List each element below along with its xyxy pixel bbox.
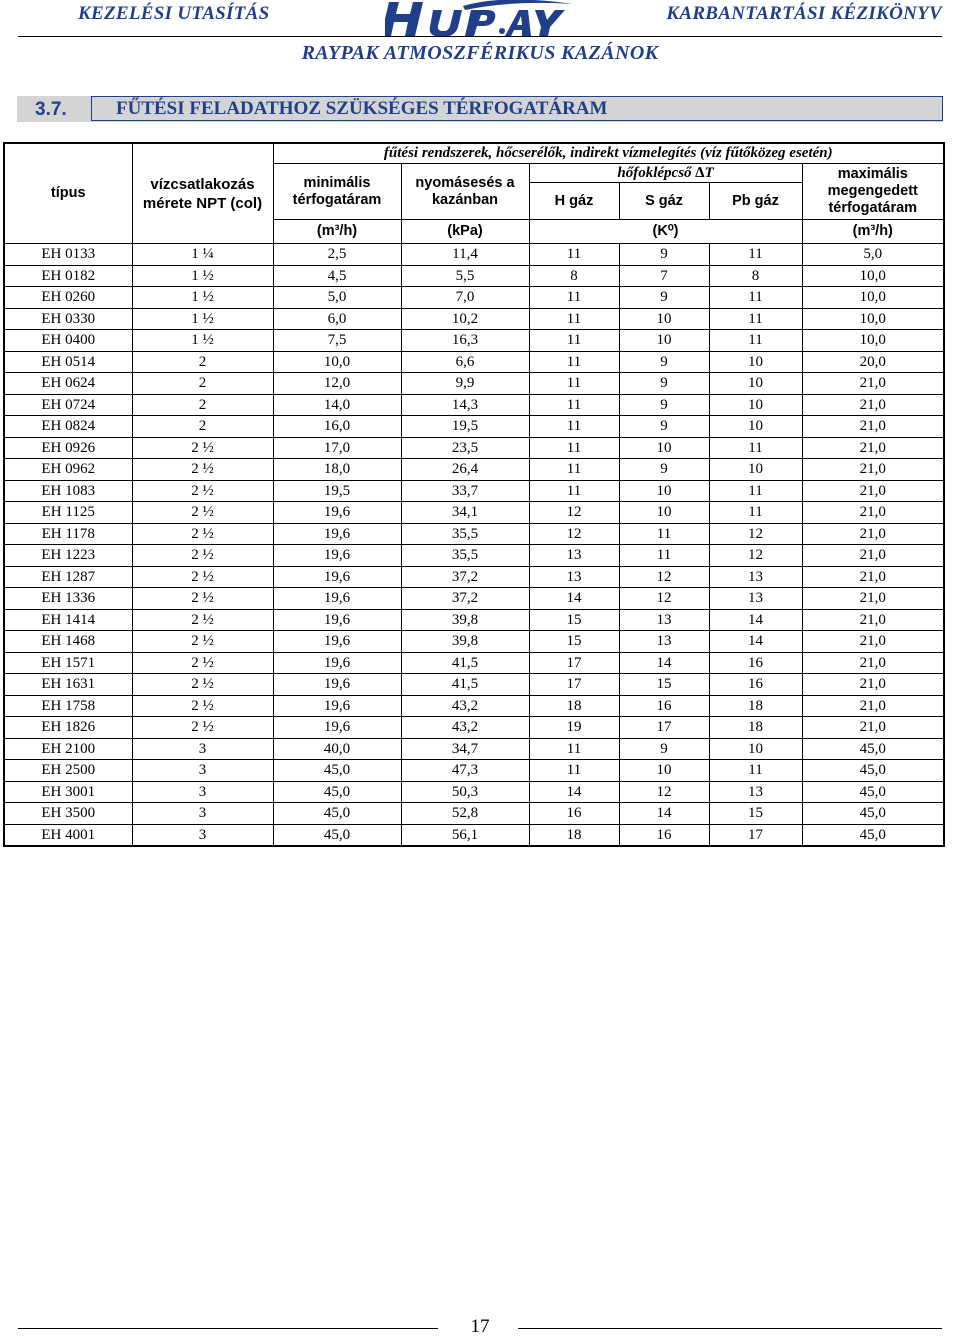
unit-min-flow: (m³/h) bbox=[273, 220, 401, 244]
cell-pressure-drop: 16,3 bbox=[401, 330, 529, 352]
cell-pressure-drop: 10,2 bbox=[401, 308, 529, 330]
table-row bbox=[4, 244, 944, 266]
cell-max-flow: 21,0 bbox=[802, 373, 944, 395]
table-row bbox=[4, 652, 944, 674]
cell-max-flow: 21,0 bbox=[802, 502, 944, 524]
cell-h-gas: 11 bbox=[529, 437, 619, 459]
cell-s-gas: 9 bbox=[619, 244, 709, 266]
cell-max-flow: 21,0 bbox=[802, 437, 944, 459]
cell-h-gas: 11 bbox=[529, 308, 619, 330]
cell-s-gas: 10 bbox=[619, 330, 709, 352]
cell-s-gas: 9 bbox=[619, 416, 709, 438]
cell-type: EH 0724 bbox=[4, 394, 132, 416]
cell-type: EH 0824 bbox=[4, 416, 132, 438]
cell-pb-gas: 16 bbox=[709, 674, 802, 696]
cell-connection: 2 ½ bbox=[132, 674, 273, 696]
header-s-gas: S gáz bbox=[619, 183, 709, 220]
cell-max-flow: 10,0 bbox=[802, 265, 944, 287]
cell-pressure-drop: 52,8 bbox=[401, 803, 529, 825]
cell-pb-gas: 14 bbox=[709, 609, 802, 631]
header-min-flow: minimális térfogatáram bbox=[273, 164, 401, 220]
table-row bbox=[4, 545, 944, 567]
cell-pressure-drop: 34,1 bbox=[401, 502, 529, 524]
cell-h-gas: 11 bbox=[529, 416, 619, 438]
cell-pb-gas: 11 bbox=[709, 308, 802, 330]
cell-min-flow: 19,6 bbox=[273, 717, 401, 739]
cell-pb-gas: 10 bbox=[709, 373, 802, 395]
cell-pb-gas: 17 bbox=[709, 824, 802, 846]
cell-h-gas: 12 bbox=[529, 523, 619, 545]
cell-pressure-drop: 41,5 bbox=[401, 674, 529, 696]
cell-pressure-drop: 23,5 bbox=[401, 437, 529, 459]
table-row bbox=[4, 760, 944, 782]
unit-pressure: (kPa) bbox=[401, 220, 529, 244]
cell-type: EH 1758 bbox=[4, 695, 132, 717]
cell-pb-gas: 11 bbox=[709, 287, 802, 309]
cell-max-flow: 45,0 bbox=[802, 781, 944, 803]
cell-min-flow: 45,0 bbox=[273, 803, 401, 825]
cell-pb-gas: 10 bbox=[709, 351, 802, 373]
cell-pb-gas: 10 bbox=[709, 738, 802, 760]
cell-connection: 2 ½ bbox=[132, 437, 273, 459]
table-row bbox=[4, 416, 944, 438]
cell-pressure-drop: 50,3 bbox=[401, 781, 529, 803]
cell-pb-gas: 13 bbox=[709, 781, 802, 803]
cell-min-flow: 19,6 bbox=[273, 588, 401, 610]
cell-pressure-drop: 37,2 bbox=[401, 588, 529, 610]
unit-delta-t: (K⁰) bbox=[529, 220, 802, 244]
cell-min-flow: 19,6 bbox=[273, 609, 401, 631]
table-row bbox=[4, 480, 944, 502]
table-row bbox=[4, 351, 944, 373]
cell-pressure-drop: 37,2 bbox=[401, 566, 529, 588]
cell-s-gas: 12 bbox=[619, 566, 709, 588]
cell-pressure-drop: 6,6 bbox=[401, 351, 529, 373]
cell-min-flow: 19,6 bbox=[273, 502, 401, 524]
cell-connection: 1 ½ bbox=[132, 287, 273, 309]
cell-h-gas: 12 bbox=[529, 502, 619, 524]
cell-h-gas: 11 bbox=[529, 738, 619, 760]
cell-max-flow: 10,0 bbox=[802, 330, 944, 352]
cell-connection: 2 ½ bbox=[132, 609, 273, 631]
cell-h-gas: 19 bbox=[529, 717, 619, 739]
cell-connection: 2 bbox=[132, 394, 273, 416]
cell-type: EH 1631 bbox=[4, 674, 132, 696]
cell-min-flow: 40,0 bbox=[273, 738, 401, 760]
cell-h-gas: 17 bbox=[529, 674, 619, 696]
cell-min-flow: 19,6 bbox=[273, 674, 401, 696]
cell-max-flow: 5,0 bbox=[802, 244, 944, 266]
table-body bbox=[4, 244, 944, 847]
cell-s-gas: 9 bbox=[619, 738, 709, 760]
cell-min-flow: 16,0 bbox=[273, 416, 401, 438]
cell-type: EH 0330 bbox=[4, 308, 132, 330]
cell-s-gas: 9 bbox=[619, 287, 709, 309]
section-number: 3.7. bbox=[35, 99, 67, 120]
cell-connection: 1 ½ bbox=[132, 330, 273, 352]
cell-connection: 3 bbox=[132, 760, 273, 782]
cell-pb-gas: 18 bbox=[709, 717, 802, 739]
cell-max-flow: 21,0 bbox=[802, 588, 944, 610]
hupay-logo bbox=[385, 0, 580, 38]
cell-s-gas: 10 bbox=[619, 502, 709, 524]
cell-min-flow: 18,0 bbox=[273, 459, 401, 481]
cell-min-flow: 19,5 bbox=[273, 480, 401, 502]
cell-type: EH 0962 bbox=[4, 459, 132, 481]
cell-max-flow: 45,0 bbox=[802, 803, 944, 825]
cell-pb-gas: 11 bbox=[709, 760, 802, 782]
header-right-title: KARBANTARTÁSI KÉZIKÖNYV bbox=[666, 3, 942, 24]
cell-type: EH 1826 bbox=[4, 717, 132, 739]
cell-min-flow: 10,0 bbox=[273, 351, 401, 373]
cell-max-flow: 21,0 bbox=[802, 631, 944, 653]
cell-type: EH 0260 bbox=[4, 287, 132, 309]
cell-connection: 2 ½ bbox=[132, 523, 273, 545]
table-row bbox=[4, 330, 944, 352]
cell-s-gas: 11 bbox=[619, 523, 709, 545]
header-pb-gas: Pb gáz bbox=[709, 183, 802, 220]
cell-h-gas: 11 bbox=[529, 244, 619, 266]
cell-h-gas: 15 bbox=[529, 631, 619, 653]
cell-s-gas: 17 bbox=[619, 717, 709, 739]
cell-pb-gas: 18 bbox=[709, 695, 802, 717]
header-connection-size: vízcsatlakozás mérete NPT (col) bbox=[132, 143, 273, 244]
cell-connection: 3 bbox=[132, 803, 273, 825]
cell-h-gas: 11 bbox=[529, 760, 619, 782]
cell-connection: 2 ½ bbox=[132, 717, 273, 739]
cell-h-gas: 13 bbox=[529, 566, 619, 588]
cell-type: EH 0133 bbox=[4, 244, 132, 266]
cell-min-flow: 5,0 bbox=[273, 287, 401, 309]
table-row bbox=[4, 459, 944, 481]
header-type: típus bbox=[4, 143, 132, 244]
section-title: FŰTÉSI FELADATHOZ SZÜKSÉGES TÉRFOGATÁRAM bbox=[116, 98, 608, 119]
cell-s-gas: 9 bbox=[619, 394, 709, 416]
cell-max-flow: 21,0 bbox=[802, 480, 944, 502]
cell-min-flow: 12,0 bbox=[273, 373, 401, 395]
cell-h-gas: 18 bbox=[529, 695, 619, 717]
cell-s-gas: 10 bbox=[619, 480, 709, 502]
table-row bbox=[4, 631, 944, 653]
table-row bbox=[4, 502, 944, 524]
cell-pressure-drop: 9,9 bbox=[401, 373, 529, 395]
page-number: 17 bbox=[470, 1316, 490, 1337]
cell-min-flow: 45,0 bbox=[273, 760, 401, 782]
cell-type: EH 4001 bbox=[4, 824, 132, 846]
cell-s-gas: 14 bbox=[619, 803, 709, 825]
cell-pb-gas: 10 bbox=[709, 416, 802, 438]
cell-s-gas: 11 bbox=[619, 545, 709, 567]
cell-connection: 3 bbox=[132, 781, 273, 803]
header-left-title: KEZELÉSI UTASÍTÁS bbox=[78, 3, 270, 24]
cell-pressure-drop: 39,8 bbox=[401, 631, 529, 653]
cell-max-flow: 21,0 bbox=[802, 523, 944, 545]
cell-max-flow: 20,0 bbox=[802, 351, 944, 373]
cell-max-flow: 21,0 bbox=[802, 717, 944, 739]
cell-min-flow: 19,6 bbox=[273, 631, 401, 653]
table-row bbox=[4, 738, 944, 760]
cell-pb-gas: 11 bbox=[709, 437, 802, 459]
cell-h-gas: 15 bbox=[529, 609, 619, 631]
cell-max-flow: 45,0 bbox=[802, 738, 944, 760]
table-row bbox=[4, 674, 944, 696]
cell-s-gas: 14 bbox=[619, 652, 709, 674]
cell-pb-gas: 11 bbox=[709, 330, 802, 352]
cell-s-gas: 13 bbox=[619, 631, 709, 653]
cell-pb-gas: 10 bbox=[709, 394, 802, 416]
table-row bbox=[4, 803, 944, 825]
cell-pressure-drop: 19,5 bbox=[401, 416, 529, 438]
table-row bbox=[4, 566, 944, 588]
cell-type: EH 0624 bbox=[4, 373, 132, 395]
table-row bbox=[4, 265, 944, 287]
cell-max-flow: 45,0 bbox=[802, 824, 944, 846]
cell-h-gas: 11 bbox=[529, 330, 619, 352]
cell-h-gas: 14 bbox=[529, 588, 619, 610]
cell-s-gas: 12 bbox=[619, 588, 709, 610]
cell-s-gas: 16 bbox=[619, 695, 709, 717]
cell-h-gas: 11 bbox=[529, 373, 619, 395]
cell-s-gas: 7 bbox=[619, 265, 709, 287]
cell-connection: 2 ½ bbox=[132, 480, 273, 502]
table-row bbox=[4, 781, 944, 803]
cell-min-flow: 4,5 bbox=[273, 265, 401, 287]
cell-pressure-drop: 35,5 bbox=[401, 545, 529, 567]
cell-connection: 2 ½ bbox=[132, 695, 273, 717]
cell-connection: 1 ½ bbox=[132, 265, 273, 287]
cell-max-flow: 21,0 bbox=[802, 394, 944, 416]
cell-connection: 3 bbox=[132, 824, 273, 846]
cell-pb-gas: 8 bbox=[709, 265, 802, 287]
cell-type: EH 2100 bbox=[4, 738, 132, 760]
cell-type: EH 0182 bbox=[4, 265, 132, 287]
cell-pressure-drop: 56,1 bbox=[401, 824, 529, 846]
cell-pressure-drop: 43,2 bbox=[401, 717, 529, 739]
cell-pressure-drop: 5,5 bbox=[401, 265, 529, 287]
cell-s-gas: 9 bbox=[619, 459, 709, 481]
unit-max-flow: (m³/h) bbox=[802, 220, 944, 244]
flow-rate-table bbox=[3, 142, 945, 847]
cell-connection: 2 ½ bbox=[132, 588, 273, 610]
cell-max-flow: 21,0 bbox=[802, 609, 944, 631]
cell-pb-gas: 10 bbox=[709, 459, 802, 481]
cell-s-gas: 15 bbox=[619, 674, 709, 696]
cell-type: EH 1083 bbox=[4, 480, 132, 502]
table-row bbox=[4, 373, 944, 395]
cell-connection: 2 ½ bbox=[132, 459, 273, 481]
cell-connection: 2 bbox=[132, 351, 273, 373]
cell-min-flow: 14,0 bbox=[273, 394, 401, 416]
table-row bbox=[4, 287, 944, 309]
cell-connection: 2 ½ bbox=[132, 631, 273, 653]
cell-s-gas: 13 bbox=[619, 609, 709, 631]
header-delta-t: hőfoklépcső ∆T bbox=[529, 164, 802, 183]
cell-s-gas: 10 bbox=[619, 308, 709, 330]
cell-connection: 2 ½ bbox=[132, 652, 273, 674]
cell-connection: 2 ½ bbox=[132, 502, 273, 524]
cell-max-flow: 21,0 bbox=[802, 566, 944, 588]
cell-s-gas: 10 bbox=[619, 760, 709, 782]
header-max-flow: maximális megengedett térfogatáram bbox=[802, 164, 944, 220]
cell-pb-gas: 13 bbox=[709, 566, 802, 588]
cell-type: EH 1571 bbox=[4, 652, 132, 674]
cell-type: EH 1178 bbox=[4, 523, 132, 545]
cell-pb-gas: 14 bbox=[709, 631, 802, 653]
cell-h-gas: 11 bbox=[529, 394, 619, 416]
cell-max-flow: 21,0 bbox=[802, 652, 944, 674]
cell-pb-gas: 11 bbox=[709, 244, 802, 266]
cell-min-flow: 6,0 bbox=[273, 308, 401, 330]
cell-connection: 2 bbox=[132, 416, 273, 438]
table-row bbox=[4, 824, 944, 846]
cell-min-flow: 45,0 bbox=[273, 824, 401, 846]
table-row bbox=[4, 394, 944, 416]
cell-type: EH 0514 bbox=[4, 351, 132, 373]
cell-min-flow: 45,0 bbox=[273, 781, 401, 803]
cell-pb-gas: 16 bbox=[709, 652, 802, 674]
cell-type: EH 1223 bbox=[4, 545, 132, 567]
cell-max-flow: 21,0 bbox=[802, 416, 944, 438]
cell-h-gas: 8 bbox=[529, 265, 619, 287]
cell-min-flow: 7,5 bbox=[273, 330, 401, 352]
cell-max-flow: 21,0 bbox=[802, 674, 944, 696]
cell-s-gas: 9 bbox=[619, 373, 709, 395]
cell-pressure-drop: 41,5 bbox=[401, 652, 529, 674]
cell-pb-gas: 11 bbox=[709, 502, 802, 524]
table-row bbox=[4, 588, 944, 610]
cell-s-gas: 9 bbox=[619, 351, 709, 373]
cell-pressure-drop: 34,7 bbox=[401, 738, 529, 760]
document-subtitle: RAYPAK ATMOSZFÉRIKUS KAZÁNOK bbox=[301, 42, 659, 64]
cell-pressure-drop: 43,2 bbox=[401, 695, 529, 717]
table-row bbox=[4, 717, 944, 739]
cell-h-gas: 17 bbox=[529, 652, 619, 674]
cell-max-flow: 10,0 bbox=[802, 287, 944, 309]
cell-type: EH 3001 bbox=[4, 781, 132, 803]
header-h-gas: H gáz bbox=[529, 183, 619, 220]
cell-type: EH 1414 bbox=[4, 609, 132, 631]
cell-min-flow: 19,6 bbox=[273, 545, 401, 567]
cell-type: EH 1468 bbox=[4, 631, 132, 653]
cell-pressure-drop: 11,4 bbox=[401, 244, 529, 266]
header-pressure-drop: nyomásesés a kazánban bbox=[401, 164, 529, 220]
cell-pressure-drop: 47,3 bbox=[401, 760, 529, 782]
cell-connection: 2 ½ bbox=[132, 566, 273, 588]
cell-type: EH 0926 bbox=[4, 437, 132, 459]
cell-pressure-drop: 33,7 bbox=[401, 480, 529, 502]
cell-h-gas: 18 bbox=[529, 824, 619, 846]
cell-pressure-drop: 39,8 bbox=[401, 609, 529, 631]
cell-min-flow: 2,5 bbox=[273, 244, 401, 266]
header-rule bbox=[18, 36, 942, 37]
cell-pressure-drop: 7,0 bbox=[401, 287, 529, 309]
cell-connection: 2 ½ bbox=[132, 545, 273, 567]
cell-h-gas: 13 bbox=[529, 545, 619, 567]
cell-pb-gas: 12 bbox=[709, 545, 802, 567]
cell-pb-gas: 12 bbox=[709, 523, 802, 545]
cell-s-gas: 12 bbox=[619, 781, 709, 803]
cell-s-gas: 16 bbox=[619, 824, 709, 846]
cell-connection: 2 bbox=[132, 373, 273, 395]
cell-connection: 3 bbox=[132, 738, 273, 760]
cell-h-gas: 11 bbox=[529, 351, 619, 373]
cell-pressure-drop: 26,4 bbox=[401, 459, 529, 481]
cell-s-gas: 10 bbox=[619, 437, 709, 459]
cell-min-flow: 19,6 bbox=[273, 523, 401, 545]
cell-type: EH 3500 bbox=[4, 803, 132, 825]
cell-type: EH 1287 bbox=[4, 566, 132, 588]
cell-max-flow: 21,0 bbox=[802, 695, 944, 717]
cell-pb-gas: 11 bbox=[709, 480, 802, 502]
header-group-title: fűtési rendszerek, hőcserélők, indirekt vízmelegítés (víz fűtőközeg esetén) bbox=[273, 143, 944, 164]
table-row bbox=[4, 523, 944, 545]
cell-min-flow: 19,6 bbox=[273, 652, 401, 674]
table-row bbox=[4, 695, 944, 717]
table-row bbox=[4, 609, 944, 631]
cell-pb-gas: 13 bbox=[709, 588, 802, 610]
cell-connection: 1 ¼ bbox=[132, 244, 273, 266]
cell-min-flow: 17,0 bbox=[273, 437, 401, 459]
cell-max-flow: 21,0 bbox=[802, 545, 944, 567]
cell-type: EH 0400 bbox=[4, 330, 132, 352]
cell-type: EH 2500 bbox=[4, 760, 132, 782]
cell-h-gas: 14 bbox=[529, 781, 619, 803]
cell-pressure-drop: 14,3 bbox=[401, 394, 529, 416]
cell-h-gas: 11 bbox=[529, 459, 619, 481]
cell-type: EH 1125 bbox=[4, 502, 132, 524]
cell-max-flow: 45,0 bbox=[802, 760, 944, 782]
cell-h-gas: 11 bbox=[529, 480, 619, 502]
cell-h-gas: 16 bbox=[529, 803, 619, 825]
cell-max-flow: 21,0 bbox=[802, 459, 944, 481]
cell-type: EH 1336 bbox=[4, 588, 132, 610]
cell-h-gas: 11 bbox=[529, 287, 619, 309]
cell-pressure-drop: 35,5 bbox=[401, 523, 529, 545]
cell-pb-gas: 15 bbox=[709, 803, 802, 825]
cell-min-flow: 19,6 bbox=[273, 695, 401, 717]
table-row bbox=[4, 308, 944, 330]
cell-connection: 1 ½ bbox=[132, 308, 273, 330]
table-row bbox=[4, 437, 944, 459]
cell-max-flow: 10,0 bbox=[802, 308, 944, 330]
cell-min-flow: 19,6 bbox=[273, 566, 401, 588]
